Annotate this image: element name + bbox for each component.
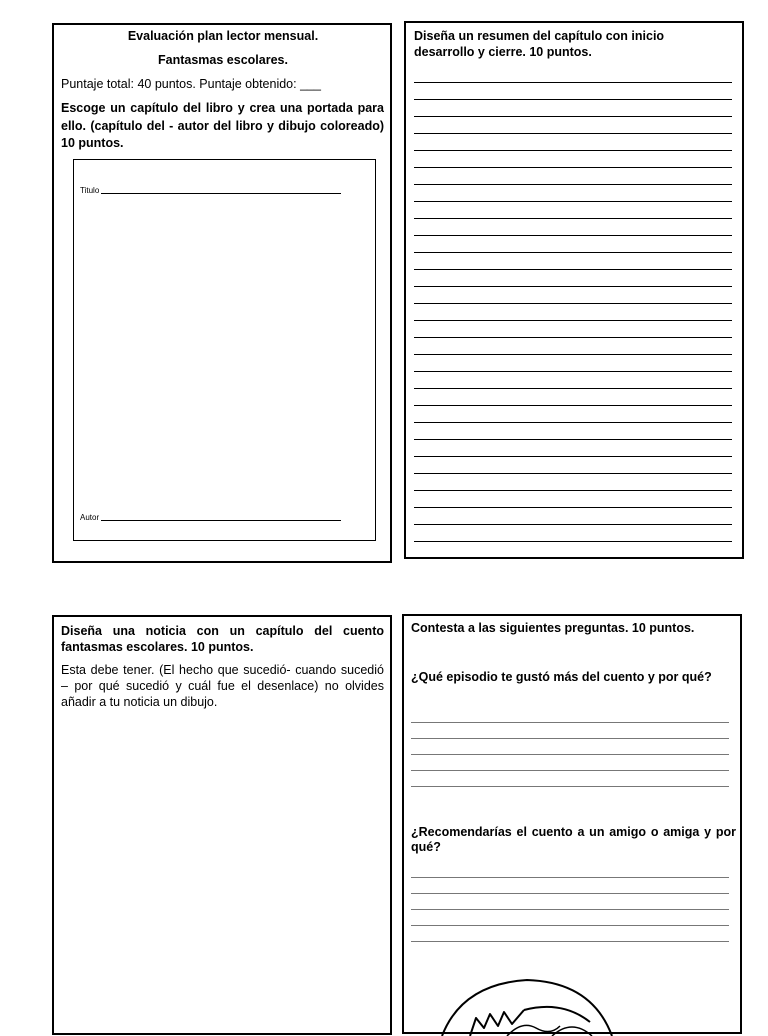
writing-line (414, 167, 732, 168)
cartoon-illustration-icon (432, 976, 632, 1036)
answer-line (411, 893, 729, 894)
evaluation-title: Evaluación plan lector mensual. (127, 29, 319, 43)
cover-title-field[interactable] (80, 186, 370, 195)
writing-line (414, 507, 732, 508)
summary-instruction: Diseña un resumen del capítulo con inicio desarrollo y cierre. 10 puntos. (414, 29, 665, 59)
cover-task-box (52, 23, 392, 563)
cover-instruction: Escoge un capítulo del libro y crea una portada para ello. (capítulo del - autor del libro y dibujo coloreado) 10 puntos. (61, 101, 384, 150)
summary-writing-lines[interactable] (414, 81, 732, 531)
answer-lines-1[interactable] (411, 722, 729, 797)
cover-author-label: Autor (80, 513, 100, 522)
summary-task-box (404, 21, 744, 559)
writing-line (414, 422, 732, 423)
answer-line (411, 770, 729, 771)
news-task-box (52, 615, 392, 1035)
book-title: Fantasmas escolares. (158, 53, 288, 67)
answer-line (411, 754, 729, 755)
cover-author-line (101, 520, 341, 521)
writing-line (414, 303, 732, 304)
answer-lines-2[interactable] (411, 877, 729, 952)
questions-task-box (402, 614, 742, 1034)
writing-line (414, 133, 732, 134)
news-details: Esta debe tener. (El hecho que sucedió- cuando sucedió – por qué sucedió y cuál fue el desenlace) no olvides añadir a tu noticia un dibujo. (61, 663, 384, 709)
answer-line (411, 877, 729, 878)
question-recommend: ¿Recomendarías el cuento a un amigo o amiga y por qué? (411, 825, 736, 854)
writing-line (414, 269, 732, 270)
writing-line (414, 371, 732, 372)
writing-line (414, 456, 732, 457)
answer-line (411, 909, 729, 910)
cover-author-field[interactable] (80, 513, 370, 522)
writing-line (414, 235, 732, 236)
score-line: Puntaje total: 40 puntos. Puntaje obtenido: ___ (61, 77, 321, 91)
answer-line (411, 925, 729, 926)
writing-line (414, 99, 732, 100)
news-instruction: Diseña una noticia con un capítulo del cuento fantasmas escolares. 10 puntos. (61, 624, 384, 654)
writing-line (414, 116, 732, 117)
writing-line (414, 184, 732, 185)
writing-line (414, 388, 732, 389)
cover-drawing-frame[interactable] (73, 159, 376, 541)
writing-line (414, 541, 732, 542)
writing-line (414, 201, 732, 202)
question-favorite-episode: ¿Qué episodio te gustó más del cuento y por qué? (411, 670, 712, 684)
writing-line (414, 82, 732, 83)
writing-line (414, 337, 732, 338)
answer-line (411, 786, 729, 787)
writing-line (414, 490, 732, 491)
writing-line (414, 439, 732, 440)
writing-line (414, 354, 732, 355)
writing-line (414, 320, 732, 321)
answer-line (411, 738, 729, 739)
cover-title-label: Titulo (80, 186, 100, 195)
cover-title-line (101, 193, 341, 194)
writing-line (414, 405, 732, 406)
answer-line (411, 941, 729, 942)
writing-line (414, 524, 732, 525)
writing-line (414, 150, 732, 151)
writing-line (414, 252, 732, 253)
writing-line (414, 473, 732, 474)
answer-line (411, 722, 729, 723)
writing-line (414, 286, 732, 287)
questions-instruction: Contesta a las siguientes preguntas. 10 puntos. (411, 621, 695, 635)
writing-line (414, 218, 732, 219)
